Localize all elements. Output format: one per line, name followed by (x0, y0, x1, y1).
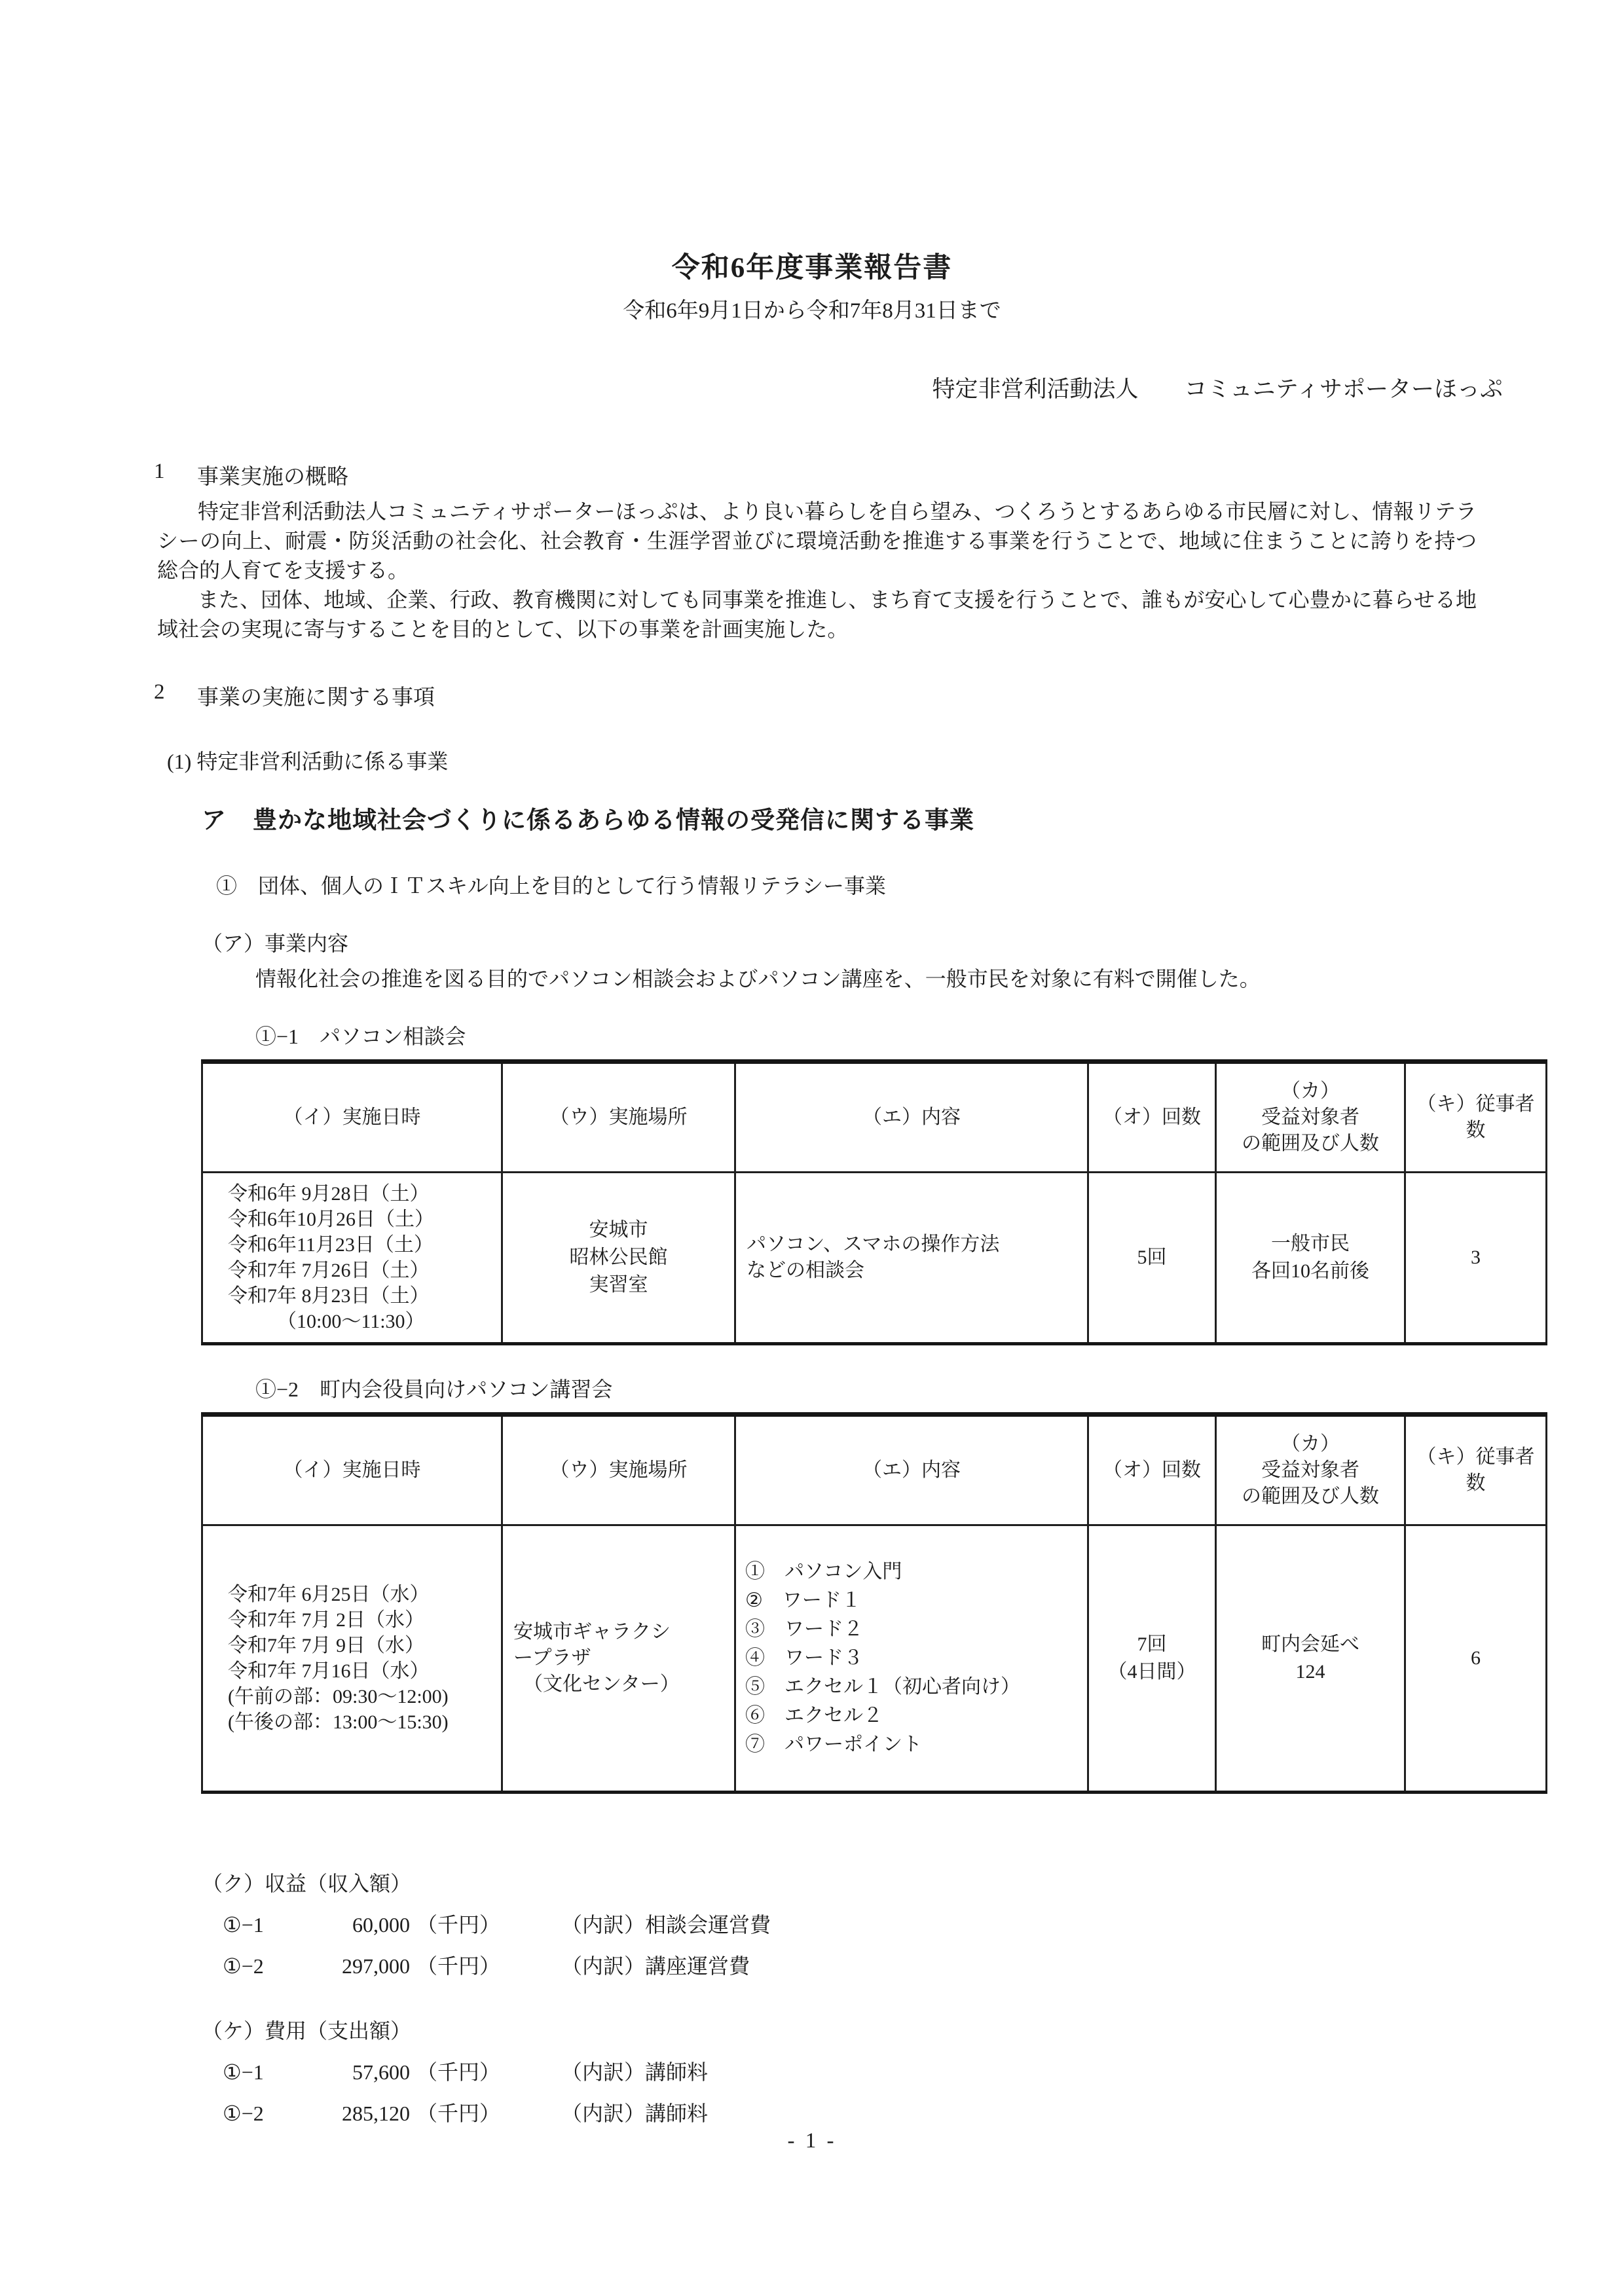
revenue-item-2-amount: 297,000 (342, 1954, 410, 1978)
section-1-heading: 事業実施の概略 (197, 465, 348, 489)
revenue-item-2-unit: （千円） (416, 1954, 501, 1978)
expense-item-1-breakdown: （内訳）講師料 (561, 2060, 709, 2084)
page-number: - 1 - (787, 2129, 837, 2153)
expense-block (0, 2014, 1624, 2127)
expense-item-1-label: ①−1 (223, 2060, 264, 2084)
expense-item-1-amount: 57,600 (352, 2060, 410, 2084)
table-1-cell-dates: 令和6年 9月28日（土） 令和6年10月26日（土） 令和6年11月23日（土） 令和7年 7月26日（土） 令和7年 8月23日（土） （10:00～11:30） (202, 1173, 502, 1344)
table-1-header-sessions: （オ）回数 (1088, 1062, 1216, 1173)
revenue-item-1 (0, 1908, 1624, 1939)
table-2-header-sessions: （オ）回数 (1088, 1415, 1216, 1525)
table-1 (201, 1059, 1547, 1345)
expense-item-2-unit: （千円） (416, 2102, 501, 2125)
table-1-header-dates: （イ）実施日時 (202, 1062, 502, 1173)
revenue-block (0, 1867, 1624, 1980)
expense-item-2-breakdown: （内訳）講師料 (561, 2102, 709, 2125)
expense-item-1-unit: （千円） (416, 2060, 501, 2084)
table-2-header-dates: （イ）実施日時 (202, 1415, 502, 1525)
table-2-cell-place: 安城市ギャラクシ ープラザ （文化センター） (502, 1525, 735, 1793)
expense-item-1 (0, 2056, 1624, 2086)
detail-a-text: 情報化社会の推進を図る目的でパソコン相談会およびパソコン講座を、一般市民を対象に有料で開催した。 (255, 967, 1261, 991)
table-2-header-content: （エ）内容 (735, 1415, 1088, 1525)
organization-name: 特定非営利活動法人 コミュニティサポーターほっぷ (932, 376, 1503, 402)
table-1-cell-place: 安城市 昭林公民館 実習室 (502, 1173, 735, 1344)
table-2-cell-beneficiaries: 町内会延べ 124 (1216, 1525, 1405, 1793)
business-item-1: ① 団体、個人のＩＴスキル向上を目的として行う情報リテラシー事業 (216, 874, 887, 898)
section-2-number: 2 (154, 680, 165, 704)
table-1-data-row (202, 1173, 1547, 1344)
table-2-header-staff: （キ）従事者数 (1405, 1415, 1547, 1525)
table-2-cell-content: ① パソコン入門 ② ワード１ ③ ワード２ ④ ワード３ ⑤ エクセル１（初心者向け） ⑥ エクセル２ ⑦ パワーポイント (735, 1525, 1088, 1793)
section-2-heading: 事業の実施に関する事項 (197, 686, 435, 710)
detail-a-label: （ア）事業内容 (202, 932, 349, 955)
table-2-cell-sessions: 7回 （4日間） (1088, 1525, 1216, 1793)
category-a-heading-row (0, 800, 1624, 835)
section-1-heading-row (0, 460, 1624, 490)
expense-item-2-label: ①−2 (223, 2102, 264, 2125)
table-2-cell-staff: 6 (1405, 1525, 1547, 1793)
section-2-heading-row (0, 680, 1624, 711)
table-1-cell-staff: 3 (1405, 1173, 1547, 1344)
revenue-heading: （ク）収益（収入額） (202, 1872, 412, 1895)
expense-item-2 (0, 2097, 1624, 2127)
section-1-number: 1 (154, 460, 165, 483)
table-2-header-place: （ウ）実施場所 (502, 1415, 735, 1525)
expense-item-2-amount: 285,120 (342, 2102, 410, 2125)
revenue-item-1-label: ①−1 (223, 1913, 264, 1937)
revenue-item-2-breakdown: （内訳）講座運営費 (561, 1954, 750, 1978)
table-2-caption: ①−2 町内会役員向けパソコン講習会 (255, 1377, 613, 1401)
table-2-data-row (202, 1525, 1547, 1793)
category-a-number: ア (202, 807, 227, 834)
doc-subtitle: 令和6年9月1日から令和7年8月31日まで (623, 299, 1001, 323)
table-2-header-beneficiaries: （カ） 受益対象者 の範囲及び人数 (1216, 1415, 1405, 1525)
table-1-header-content: （エ）内容 (735, 1062, 1088, 1173)
table-1-cell-content: パソコン、スマホの操作方法 などの相談会 (735, 1173, 1088, 1344)
table-1-header-staff: （キ）従事者数 (1405, 1062, 1547, 1173)
overview-paragraph-2: また、団体、地域、企業、行政、教育機関に対しても同事業を推進し、まち育て支援を行うことで、誰もが安心して心豊かに暮らせる地域社会の実現に寄与することを目的として、以下の事業を計画実施した。 (157, 588, 1477, 641)
overview-paragraph-1: 特定非営利活動法人コミュニティサポーターほっぷは、より良い暮らしを自ら望み、つくろうとするあらゆる市民層に対し、情報リテラシーの向上、耐震・防災活動の社会化、社会教育・生涯学習並びに環境活動を推進する事業を行うことで、地域に住まうことに誇りを持つ総合的人育てを支援する。 (157, 500, 1477, 582)
table-1-header-row (202, 1062, 1547, 1173)
expense-heading: （ケ）費用（支出額） (202, 2019, 412, 2043)
table-1-cell-sessions: 5回 (1088, 1173, 1216, 1344)
table-1-cell-beneficiaries: 一般市民 各回10名前後 (1216, 1173, 1405, 1344)
revenue-item-1-breakdown: （内訳）相談会運営費 (561, 1913, 771, 1937)
table-2-cell-dates: 令和7年 6月25日（水） 令和7年 7月 2日（水） 令和7年 7月 9日（水） 令和7年 7月16日（水） (午前の部：09:30～12:00) (午後の部：13:00～15:30) (202, 1525, 502, 1793)
table-1-header-beneficiaries: （カ） 受益対象者 の範囲及び人数 (1216, 1062, 1405, 1173)
revenue-item-1-amount: 60,000 (352, 1913, 410, 1937)
table-2-header-row (202, 1415, 1547, 1525)
table-1-header-place: （ウ）実施場所 (502, 1062, 735, 1173)
revenue-item-2-label: ①−2 (223, 1954, 264, 1978)
category-a-heading: 豊かな地域社会づくりに係るあらゆる情報の受発信に関する事業 (253, 807, 974, 834)
table-2 (201, 1412, 1547, 1794)
subsection-1-label: (1) 特定非営利活動に係る事業 (167, 750, 449, 773)
revenue-item-1-unit: （千円） (416, 1913, 501, 1937)
revenue-item-2 (0, 1950, 1624, 1980)
doc-title: 令和6年度事業報告書 (671, 253, 953, 283)
table-1-caption: ①−1 パソコン相談会 (255, 1025, 466, 1048)
